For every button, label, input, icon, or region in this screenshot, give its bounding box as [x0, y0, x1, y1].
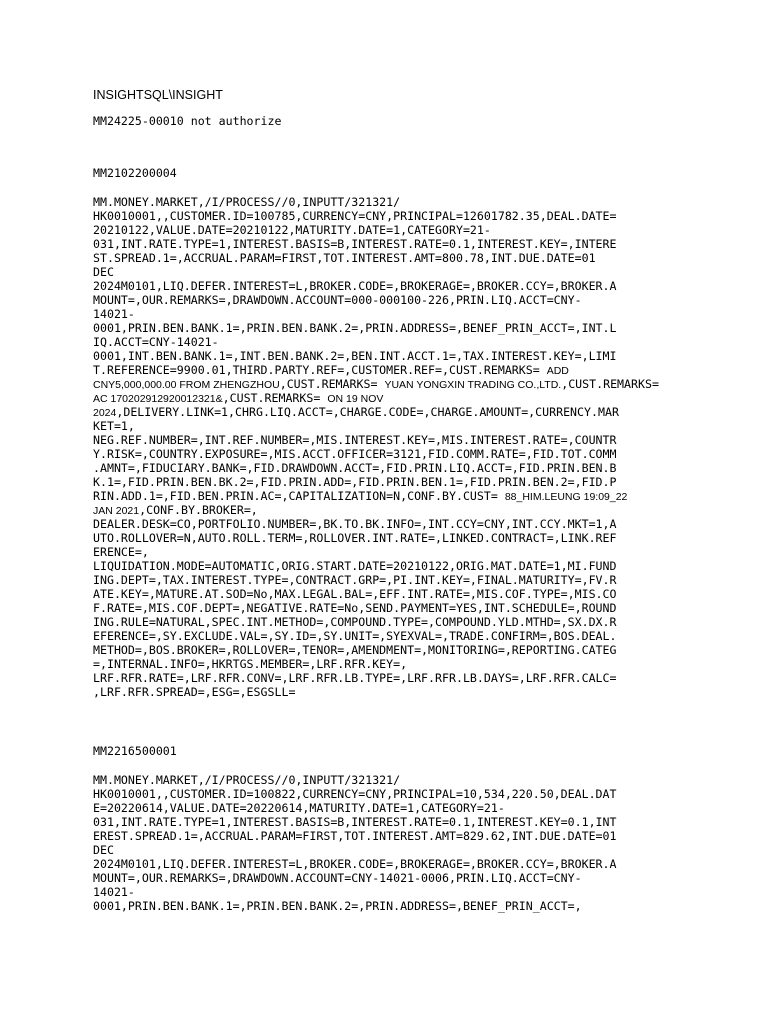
record-line: HK0010001,,CUSTOMER.ID=100785,CURRENCY=CNY,PRINCIPAL=12601782.35,DEAL.DATE=: [93, 209, 617, 223]
record-line: ,LRF.RFR.SPREAD=,ESG=,ESGSLL=: [93, 685, 296, 699]
record-line: DEC: [93, 265, 114, 279]
remark-text: YUAN YONGXIN TRADING CO.,LTD.: [384, 379, 562, 391]
record-id: MM2216500001: [93, 744, 177, 758]
record-line: EREST.SPREAD.1=,ACCRUAL.PARAM=FIRST,TOT.INTEREST.AMT=829.62,INT.DUE.DATE=01: [93, 829, 617, 843]
record-line: .AMNT=,FIDUCIARY.BANK=,FID.DRAWDOWN.ACCT=,FID.PRIN.LIQ.ACCT=,FID.PRIN.BEN.B: [93, 461, 617, 475]
remark-text: ON 19 NOV: [327, 393, 384, 405]
record-text: RIN.ADD.1=,FID.BEN.PRIN.AC=,CAPITALIZATION=N,CONF.BY.CUST=: [93, 489, 498, 503]
record-line: MOUNT=,OUR.REMARKS=,DRAWDOWN.ACCOUNT=CNY-14021-0006,PRIN.LIQ.ACCT=CNY-: [93, 871, 582, 885]
authorization-error: MM24225-00010 not authorize: [93, 114, 282, 128]
record-line: MOUNT=,OUR.REMARKS=,DRAWDOWN.ACCOUNT=000-000100-226,PRIN.LIQ.ACCT=CNY-: [93, 293, 582, 307]
record-text: ,CUST.REMARKS=: [222, 391, 321, 405]
remark-text: CNY5,000,000.00 FROM ZHENGZHOU: [93, 379, 280, 391]
record-line: 0001,PRIN.BEN.BANK.1=,PRIN.BEN.BANK.2=,PRIN.ADDRESS=,BENEF_PRIN_ACCT=,INT.L: [93, 321, 617, 335]
record-text: ,DELIVERY.LINK=1,CHRG.LIQ.ACCT=,CHARGE.CODE=,CHARGE.AMOUNT=,CURRENCY.MAR: [116, 405, 619, 419]
remark-text: AC 170202912920012321&: [93, 393, 223, 405]
record-line: F.RATE=,MIS.COF.DEPT=,NEGATIVE.RATE=No,SEND.PAYMENT=YES,INT.SCHEDULE=,ROUND: [93, 601, 617, 615]
remark-text: 88_HIM.LEUNG 19:09_22: [504, 491, 628, 503]
record-text: ,CONF.BY.BROKER=,: [139, 503, 258, 517]
record-line: MM.MONEY.MARKET,/I/PROCESS//0,INPUTT/321321/: [93, 773, 401, 787]
record-text: ,CUST.REMARKS=: [279, 377, 378, 391]
record-line: =,INTERNAL.INFO=,HKRTGS.MEMBER=,LRF.RFR.KEY=,: [93, 657, 408, 671]
record-line: ING.DEPT=,TAX.INTEREST.TYPE=,CONTRACT.GRP=,PI.INT.KEY=,FINAL.MATURITY=,FV.R: [93, 573, 617, 587]
record-line: 031,INT.RATE.TYPE=1,INTEREST.BASIS=B,INTEREST.RATE=0.1,INTEREST.KEY=0.1,INT: [93, 815, 617, 829]
record-line: DEALER.DESK=CO,PORTFOLIO.NUMBER=,BK.TO.BK.INFO=,INT.CCY=CNY,INT.CCY.MKT=1,A: [93, 517, 617, 531]
record-line: 0001,INT.BEN.BANK.1=,INT.BEN.BANK.2=,BEN.INT.ACCT.1=,TAX.INTEREST.KEY=,LIMI: [93, 349, 617, 363]
record-line: [93, 405, 619, 420]
remark-text: 2024: [93, 407, 117, 419]
record-line: [93, 377, 659, 392]
record-line: NEG.REF.NUMBER=,INT.REF.NUMBER=,MIS.INTEREST.KEY=,MIS.INTEREST.RATE=,COUNTR: [93, 433, 617, 447]
record-line: KET=1,: [93, 419, 135, 433]
record-line: DEC: [93, 843, 114, 857]
record-line: 14021-: [93, 885, 135, 899]
record-line: HK0010001,,CUSTOMER.ID=100822,CURRENCY=CNY,PRINCIPAL=10,534,220.50,DEAL.DAT: [93, 787, 617, 801]
record-line: 2024M0101,LIQ.DEFER.INTEREST=L,BROKER.CODE=,BROKERAGE=,BROKER.CCY=,BROKER.A: [93, 279, 617, 293]
record-text: T.REFERENCE=9900.01,THIRD.PARTY.REF=,CUSTOMER.REF=,CUST.REMARKS=: [93, 363, 540, 377]
record-line: METHOD=,BOS.BROKER=,ROLLOVER=,TENOR=,AMENDMENT=,MONITORING=,REPORTING.CATEG: [93, 643, 617, 657]
server-name: INSIGHTSQL\INSIGHT: [93, 88, 223, 102]
record-line: 20210122,VALUE.DATE=20210122,MATURITY.DATE=1,CATEGORY=21-: [93, 223, 491, 237]
record-line: LRF.RFR.RATE=,LRF.RFR.CONV=,LRF.RFR.LB.TYPE=,LRF.RFR.LB.DAYS=,LRF.RFR.CALC=: [93, 671, 617, 685]
record-line: 14021-: [93, 307, 135, 321]
record-line: 2024M0101,LIQ.DEFER.INTEREST=L,BROKER.CODE=,BROKERAGE=,BROKER.CCY=,BROKER.A: [93, 857, 617, 871]
record-line: ING.RULE=NATURAL,SPEC.INT.METHOD=,COMPOUND.TYPE=,COMPOUND.YLD.MTHD=,SX.DX.R: [93, 615, 617, 629]
record-line: [93, 489, 627, 504]
record-line: ERENCE=,: [93, 545, 149, 559]
record-line: EFERENCE=,SY.EXCLUDE.VAL=,SY.ID=,SY.UNIT=,SYEXVAL=,TRADE.CONFIRM=,BOS.DEAL.: [93, 629, 617, 643]
remark-text: ADD: [546, 365, 569, 377]
remark-text: JAN 2021: [93, 505, 140, 517]
record-line: MM.MONEY.MARKET,/I/PROCESS//0,INPUTT/321321/: [93, 195, 401, 209]
record-line: 0001,PRIN.BEN.BANK.1=,PRIN.BEN.BANK.2=,PRIN.ADDRESS=,BENEF_PRIN_ACCT=,: [93, 899, 582, 913]
record-text: ,CUST.REMARKS=: [561, 377, 659, 391]
record-line: IQ.ACCT=CNY-14021-: [93, 335, 219, 349]
record-line: K.1=,FID.PRIN.BEN.BK.2=,FID.PRIN.ADD=,FID.PRIN.BEN.1=,FID.PRIN.BEN.2=,FID.P: [93, 475, 617, 489]
record-line: ST.SPREAD.1=,ACCRUAL.PARAM=FIRST,TOT.INTEREST.AMT=800.78,INT.DUE.DATE=01: [93, 251, 596, 265]
record-line: ATE.KEY=,MATURE.AT.SOD=No,MAX.LEGAL.BAL=,EFF.INT.RATE=,MIS.COF.TYPE=,MIS.CO: [93, 587, 617, 601]
record-id: MM2102200004: [93, 166, 177, 180]
record-line: [93, 503, 258, 518]
record-line: [93, 363, 569, 378]
record-line: E=20220614,VALUE.DATE=20220614,MATURITY.DATE=1,CATEGORY=21-: [93, 801, 505, 815]
record-line: LIQUIDATION.MODE=AUTOMATIC,ORIG.START.DATE=20210122,ORIG.MAT.DATE=1,MI.FUND: [93, 559, 617, 573]
record-line: Y.RISK=,COUNTRY.EXPOSURE=,MIS.ACCT.OFFICER=3121,FID.COMM.RATE=,FID.TOT.COMM: [93, 447, 617, 461]
record-line: [93, 391, 383, 406]
record-line: UTO.ROLLOVER=N,AUTO.ROLL.TERM=,ROLLOVER.INT.RATE=,LINKED.CONTRACT=,LINK.REF: [93, 531, 617, 545]
record-line: 031,INT.RATE.TYPE=1,INTEREST.BASIS=B,INTEREST.RATE=0.1,INTEREST.KEY=,INTERE: [93, 237, 617, 251]
